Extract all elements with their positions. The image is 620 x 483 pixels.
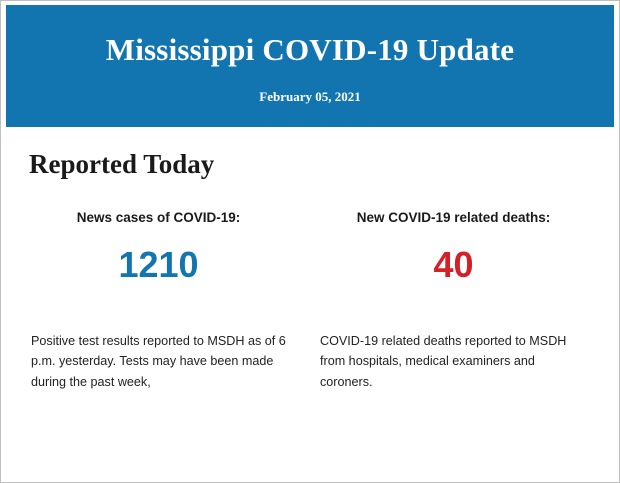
stat-deaths-description-col bbox=[306, 331, 601, 392]
stat-deaths-label: New COVID-19 related deaths: bbox=[356, 210, 551, 225]
stat-deaths bbox=[306, 210, 601, 283]
report-date: February 05, 2021 bbox=[259, 89, 361, 105]
stat-cases-description: Positive test results reported to MSDH as of 6 p.m. yesterday. Tests may have been made during the past week, bbox=[31, 334, 286, 389]
stat-deaths-description: COVID-19 related deaths reported to MSDH from hospitals, medical examiners and coroners. bbox=[320, 334, 567, 389]
stat-cases-label: News cases of COVID-19: bbox=[76, 210, 241, 225]
stat-cases-description-col bbox=[11, 331, 306, 392]
stats-row bbox=[1, 210, 619, 283]
page-title: Mississippi COVID-19 Update bbox=[105, 31, 515, 67]
descriptions-row bbox=[1, 331, 619, 392]
header-banner bbox=[6, 5, 614, 127]
stat-cases-value: 1210 bbox=[118, 244, 199, 285]
section-heading: Reported Today bbox=[29, 149, 215, 179]
stat-cases bbox=[11, 210, 306, 283]
stat-deaths-value: 40 bbox=[433, 244, 474, 285]
